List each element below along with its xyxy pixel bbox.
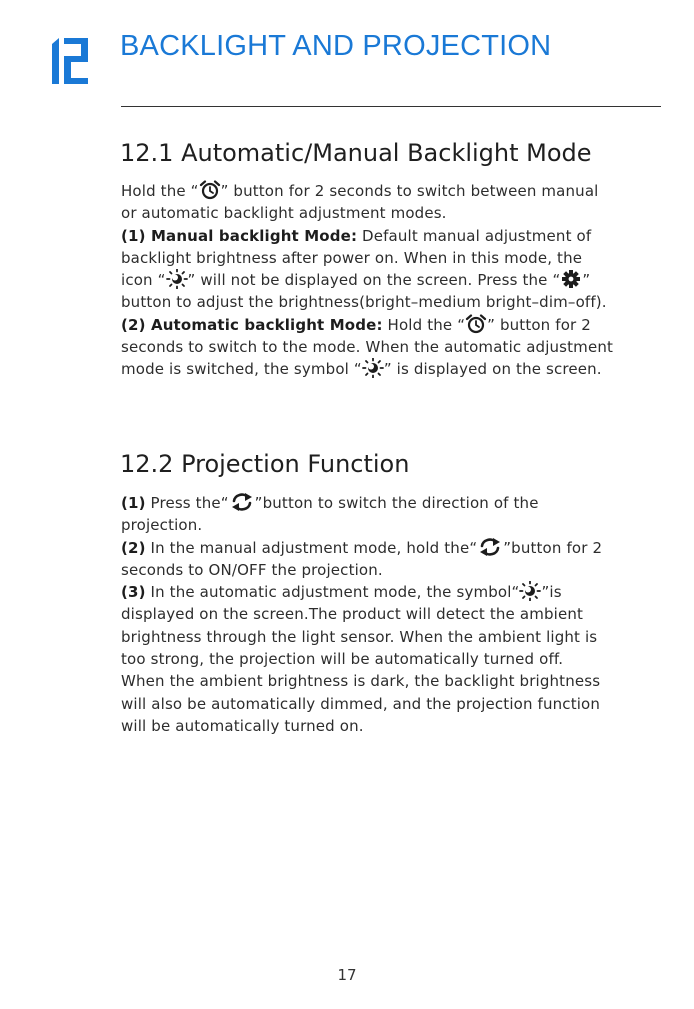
text-line: icon “ ” will not be displayed on the screen. Press the “ ” — [121, 271, 591, 290]
text-line: seconds to ON/OFF the projection. — [121, 560, 383, 579]
text-line: (2) Automatic backlight Mode: Hold the “ ” button for 2 — [121, 315, 591, 334]
auto-brightness-icon — [166, 269, 188, 289]
text-line: brightness through the light sensor. When the ambient light is — [121, 627, 598, 646]
text-line: (1) Manual backlight Mode: Default manual adjustment of — [121, 226, 592, 245]
text-line: too strong, the projection will be automatically turned off. — [121, 650, 564, 669]
text-line: (1) Press the“ ”button to switch the direction of the — [121, 494, 539, 512]
chapter-number-graphic — [50, 36, 92, 86]
page-number: 17 — [337, 966, 357, 984]
auto-brightness-icon — [519, 581, 541, 601]
text-line: displayed on the screen.The product will detect the ambient — [121, 605, 584, 624]
gear-icon — [560, 269, 582, 289]
text-line: (2) In the manual adjustment mode, hold the“ ”button for 2 — [121, 538, 603, 557]
auto-brightness-icon — [362, 358, 384, 378]
text-line: button to adjust the brightness(bright–medium bright–dim–off). — [121, 293, 607, 312]
chapter-title: BACKLIGHT AND PROJECTION — [120, 30, 552, 62]
text-line: or automatic backlight adjustment modes. — [121, 204, 447, 223]
alarm-clock-icon — [465, 314, 487, 334]
rotate-arrows-icon — [477, 537, 503, 557]
section-title-backlight-mode: 12.1 Automatic/Manual Backlight Mode — [120, 139, 592, 167]
text-line: backlight brightness after power on. When in this mode, the — [121, 248, 583, 267]
text-line: seconds to switch to the mode. When the automatic adjustment — [121, 338, 614, 357]
section-title-projection: 12.2 Projection Function — [120, 450, 410, 478]
rotate-arrows-icon — [229, 492, 255, 512]
text-line: mode is switched, the symbol “ ” is displayed on the screen. — [121, 360, 602, 379]
mode-label-manual: (1) Manual backlight Mode: — [121, 226, 358, 245]
text-line: When the ambient brightness is dark, the backlight brightness — [121, 672, 601, 691]
title-divider — [121, 106, 661, 107]
text-line: will be automatically turned on. — [121, 716, 364, 735]
mode-label-automatic: (2) Automatic backlight Mode: — [121, 315, 383, 334]
section-body-backlight-mode — [121, 180, 671, 381]
text-line: Hold the “ ” button for 2 seconds to switch between manual — [121, 182, 599, 200]
text-line: projection. — [121, 516, 203, 535]
section-body-projection — [121, 492, 671, 737]
alarm-clock-icon — [199, 180, 221, 200]
text-line: will also be automatically dimmed, and the projection function — [121, 694, 601, 713]
text-line: (3) In the automatic adjustment mode, the symbol“ ”is — [121, 583, 562, 602]
